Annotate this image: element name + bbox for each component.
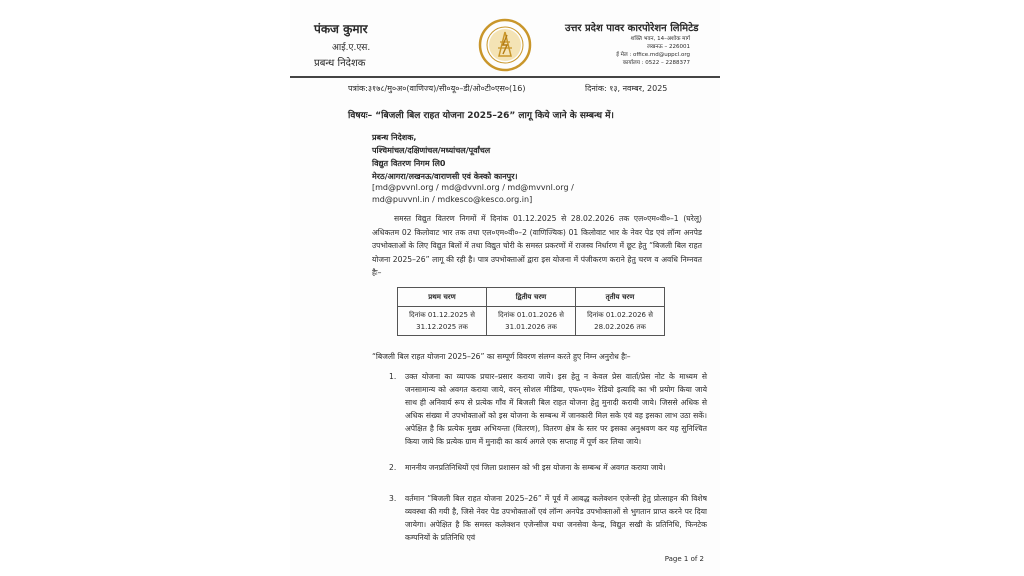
phases-table (397, 287, 665, 336)
page-number: Page 1 of 2 (664, 555, 704, 563)
list-item: उक्त योजना का व्यापक प्रचार–प्रसार कराया जाये। इस हेतु न केवल प्रेस वार्ता/प्रेस नोट के माध्यम से जनसामान्य को अवगत कराया जाये, वरन् सोशल मीडिया, एफ०एम० रेडियो इत्यादि का भी प्रयोग किया जाये साथ ही अनिवार्य रूप से प्रत्येक गाँव में बिजली बिल राहत योजना हेतु मुनादी करायी जाये। जिससे अधिक से अधिक संख्या में उपभोक्ताओं को इस योजना के सम्बन्ध में जानकारी मिल सके एवं वह इसका लाभ उठा सकें। अपेक्षित है कि प्रत्येक मुख्य अभियन्ता (वितरण), वितरण क्षेत्र के स्तर पर इसका अनुश्रवण कर यह सुनिश्चित किया जाये कि प्रत्येक ग्राम में मुनादी का कार्य अगले एक सप्ताह में पूर्ण कर लिया जाये। (405, 372, 707, 446)
table-row (398, 307, 665, 336)
addressee-line: विद्युत वितरण निगम लि0 (372, 159, 446, 168)
addressee-line: पश्चिमांचल/दक्षिणांचल/मध्यांचल/पूर्वांचल (372, 146, 491, 155)
table-cell: दिनांक 01.02.2026 से 28.02.2026 तक (576, 307, 665, 336)
list-item-number: 3. (389, 494, 397, 503)
org-name: उत्तर प्रदेश पावर कारपोरेशन लिमिटेड (565, 23, 699, 34)
author-designation: आई.ए.एस. (332, 43, 371, 53)
letter-page (290, 0, 720, 576)
author-name: पंकज कुमार (314, 22, 368, 36)
reference-number: पत्रांक:३१७८/मु०अ०(वाणिज्य)/सी०यू०–डी/ओ०टी०एस०(16) (348, 84, 526, 93)
list-item-number: 2. (389, 463, 397, 472)
table-cell: दिनांक 01.01.2026 से 31.01.2026 तक (487, 307, 576, 336)
author-role: प्रबन्ध निदेशक (314, 58, 366, 69)
table-header-cell: प्रथम चरण (398, 288, 487, 307)
org-address-line: लखनऊ – 226001 (647, 44, 690, 50)
list-item: माननीय जनप्रतिनिधियों एवं जिला प्रशासन को भी इस योजना के सम्बन्ध में अवगत कराया जाये। (405, 463, 666, 472)
addressee-emails: md@puvvnl.in / mdkesco@kesco.org.in] (372, 195, 533, 204)
table-header-row (398, 288, 665, 307)
letter-subject: विषयः– “बिजली बिल राहत योजना 2025–26” लागू किये जाने के सम्बन्ध में। (348, 111, 614, 121)
uppcl-emblem-icon (478, 18, 532, 72)
request-intro: “बिजली बिल राहत योजना 2025–26” का सम्पूर्ण विवरण संलग्न करते हुए निम्न अनुरोध हैः– (372, 352, 631, 361)
body-paragraph: समस्त विद्युत वितरण निगमों में दिनांक 01.12.2025 से 28.02.2026 तक एल०एम०वी०–1 (घरेलू) अधिकतम 02 किलोवाट भार तक तथा एल०एम०वी०–2 (वाणिज्यिक) 01 किलोवाट भार के नेवर पेड एवं लॉन्ग अनपेड उपभोक्ताओं के लिए विद्युत बिलों में तथा विद्युत चोरी के समस्त प्रकरणों में राजस्व निर्धारण में छूट हेतु “बिजली बिल राहत योजना 2025–26” लागू की रही है। पात्र उपभोक्ताओं द्वारा इस योजना में पंजीकरण कराने हेतु चरण व अवधि निम्नवत हैः– (372, 214, 702, 277)
list-item-number: 1. (389, 372, 397, 381)
org-address-line: शक्ति भवन, 14–अशोक मार्ग (630, 36, 690, 42)
table-cell: दिनांक 01.12.2025 से 31.12.2025 तक (398, 307, 487, 336)
list-item: वर्तमान “बिजली बिल राहत योजना 2025–26” में पूर्व में आबद्ध कलेक्शन एजेन्सी हेतु प्रोत्साहन की विशेष व्यवस्था की गयी है, जिसे नेवर पेड उपभोक्ताओं एवं लॉन्ग अनपेड उपभोक्ताओं से भुगतान प्राप्त करने पर दिया जायेगा। अपेक्षित है कि समस्त कलेक्शन एजेन्सीज यथा जनसेवा केन्द्र, विद्युत सखी के प्रतिनिधि, फिनटेक कम्पनियों के प्रतिनिधि एवं (405, 494, 707, 542)
table-header-cell: द्वितीय चरण (487, 288, 576, 307)
addressee-line: प्रबन्ध निदेशक, (372, 133, 417, 142)
addressee-line: मेरठ/आगरा/लखनऊ/वाराणसी एवं केस्को कानपुर। (372, 172, 518, 181)
table-header-cell: तृतीय चरण (576, 288, 665, 307)
org-email: ई मेल : office.md@uppcl.org (616, 52, 690, 58)
addressee-emails: [md@pvvnl.org / md@dvvnl.org / md@mvvnl.org / (372, 183, 574, 192)
letter-date: दिनांक: १३, नवम्बर, 2025 (585, 84, 668, 93)
header-divider (290, 76, 720, 78)
org-phone: कार्यालय : 0522 – 2288377 (622, 60, 690, 66)
